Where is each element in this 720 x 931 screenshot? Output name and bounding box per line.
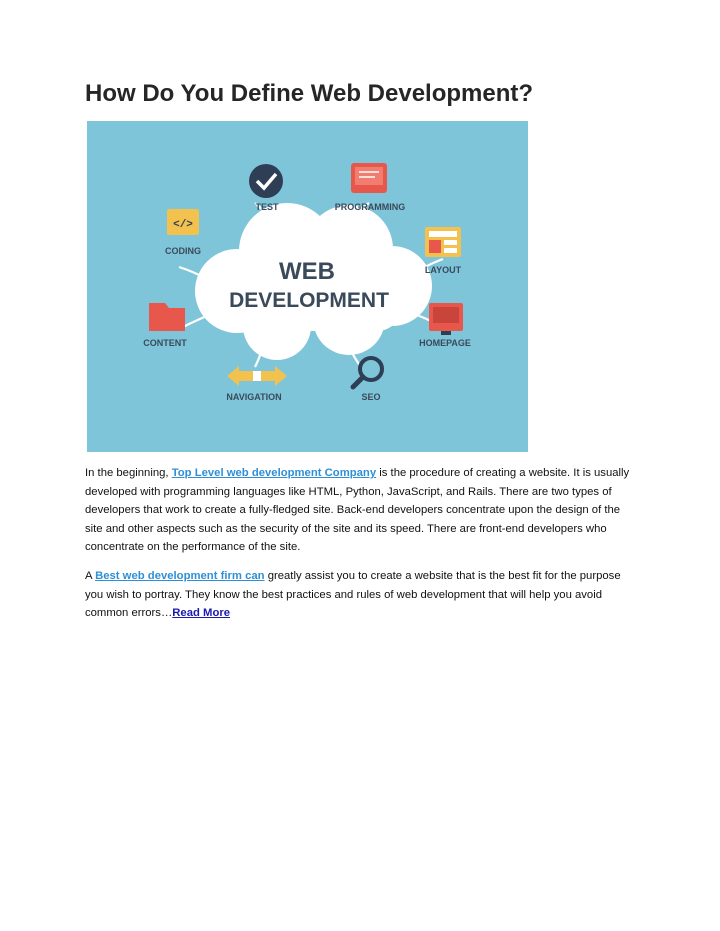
label-layout: LAYOUT [424,265,462,275]
intro-paragraph [85,464,640,557]
homepage-icon [429,303,463,335]
code-icon [167,209,199,235]
check-icon [249,164,283,198]
label-coding: CODING [165,246,201,256]
label-seo: SEO [361,392,381,402]
p1-text-after: is the procedure of creating a website. It is usually developed with programming languages like HTML, Python, JavaScript, and Rails. There are two types of developers that work to create a fully-fledged site. Back-end developers concentrate upon the design of the site and other aspects such as the security of the site and its speed. There are front-end developers who concentrate on the performance of the site. [85,467,630,554]
cloud-title-line2: DEVELOPMENT [229,289,389,312]
web-development-illustration [87,121,528,452]
page-title: How Do You Define Web Development? [85,80,534,107]
top-level-company-link[interactable]: Top Level web development Company [171,467,377,479]
label-test: TEST [255,202,279,212]
svg-text:</>: </> [173,219,193,231]
cloud-title-line1: WEB [279,258,335,285]
best-firm-link[interactable]: Best web development firm can [95,570,265,582]
p2-text-before: A [85,570,96,582]
illustration-svg [87,121,528,452]
monitor-icon [351,163,387,193]
label-navigation: NAVIGATION [226,392,282,402]
p2-text-after: greatly assist you to create a website that is the best fit for the purpose you wish to portray. They know the best practices and rules of web development that will help you avoid common errors… [85,570,621,620]
read-more-link[interactable]: Read More [172,607,231,620]
label-homepage: HOMEPAGE [419,338,471,348]
label-programming: PROGRAMMING [334,202,406,212]
second-paragraph [85,567,640,623]
p1-text-before: In the beginning, [85,467,172,479]
layout-icon [425,227,461,257]
label-content: CONTENT [143,338,187,348]
